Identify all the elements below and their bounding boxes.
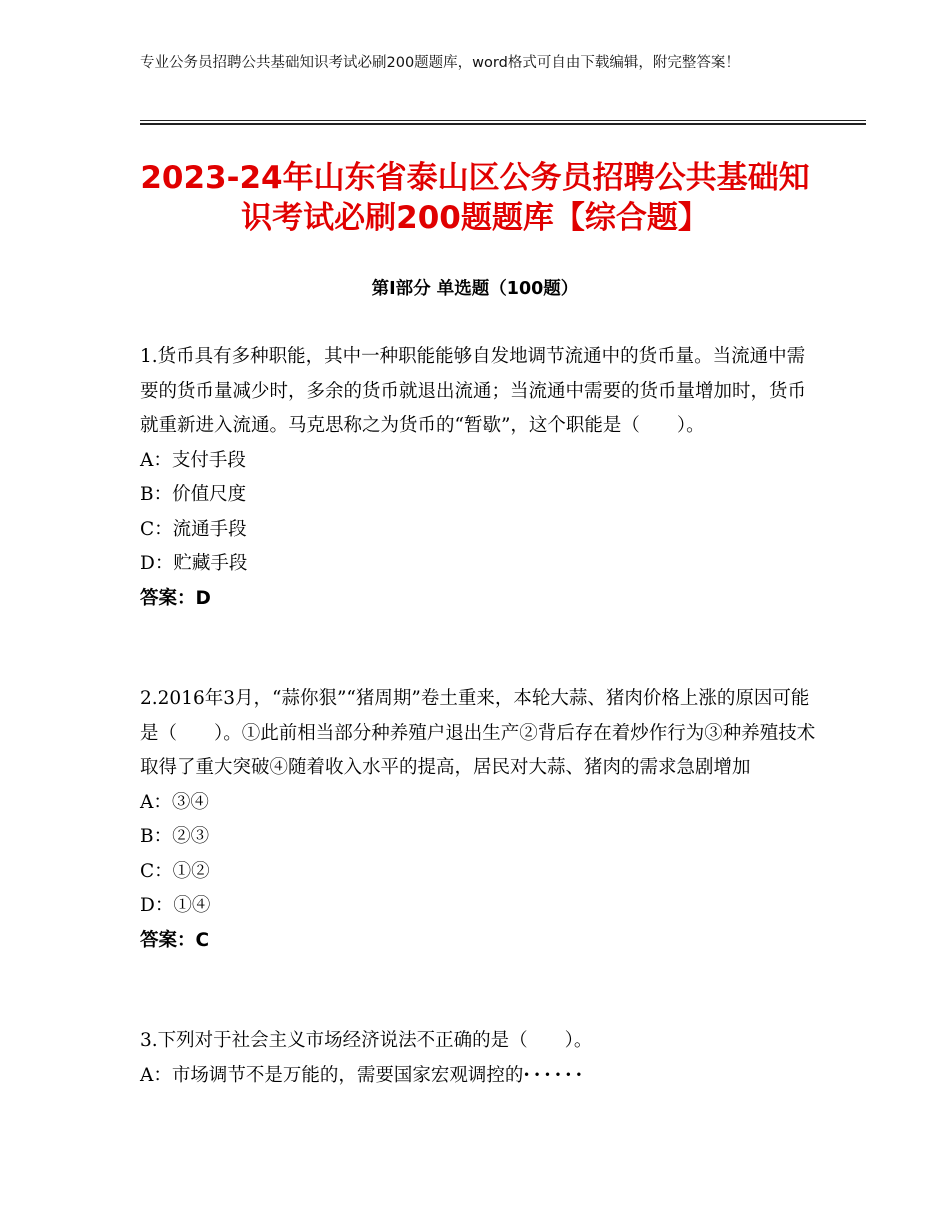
question-option-d: D：贮藏手段 [140, 553, 248, 574]
question-option-a: A：③④ [140, 791, 209, 813]
header-divider-thin [140, 120, 866, 121]
question-option-a: A：支付手段 [140, 449, 246, 471]
question-3 [140, 1024, 820, 1093]
question-1 [140, 340, 820, 616]
question-option-b: B：价值尺度 [140, 484, 247, 505]
question-stem: 3.下列对于社会主义市场经济说法不正确的是（ ）。 [140, 1030, 593, 1051]
question-answer: 答案：D [140, 587, 211, 609]
section-heading: 第Ⅰ部分 单选题（100题） [371, 279, 579, 299]
question-2 [140, 682, 820, 958]
question-option-b: B：②③ [140, 826, 210, 847]
header-note: 专业公务员招聘公共基础知识考试必刷200题题库，word格式可自由下载编辑，附完整答案！ [140, 55, 740, 71]
question-option-d: D：①④ [140, 895, 211, 916]
question-stem: 1.货币具有多种职能，其中一种职能能够自发地调节流通中的货币量。当流通中需要的货币量减少时，多余的货币就退出流通；当流通中需要的货币量增加时，货币就重新进入流通。马克思称之为货币的“暂歇”，这个职能是（ ）。 [140, 346, 807, 436]
header-divider-thick [140, 123, 866, 125]
question-option-c: C：①② [140, 860, 210, 882]
question-stem: 2.2016年3月，“蒜你狠”“猪周期”卷土重来，本轮大蒜、猪肉价格上涨的原因可能是（ ）。①此前相当部分种养殖户退出生产②背后存在着炒作行为③种养殖技术取得了重大突破④随着收入水平的提高，居民对大蒜、猪肉的需求急剧增加 [140, 688, 816, 778]
question-option-a-text: A：市场调节不是万能的，需要国家宏观调控的 [140, 1064, 524, 1086]
document-title: 2023-24年山东省泰山区公务员招聘公共基础知识考试必刷200题题库【综合题】 [140, 160, 810, 236]
truncation-dots: ······ [523, 1064, 587, 1086]
question-option-a [140, 1059, 820, 1094]
question-answer: 答案：C [140, 929, 210, 951]
question-option-c: C：流通手段 [140, 518, 247, 540]
